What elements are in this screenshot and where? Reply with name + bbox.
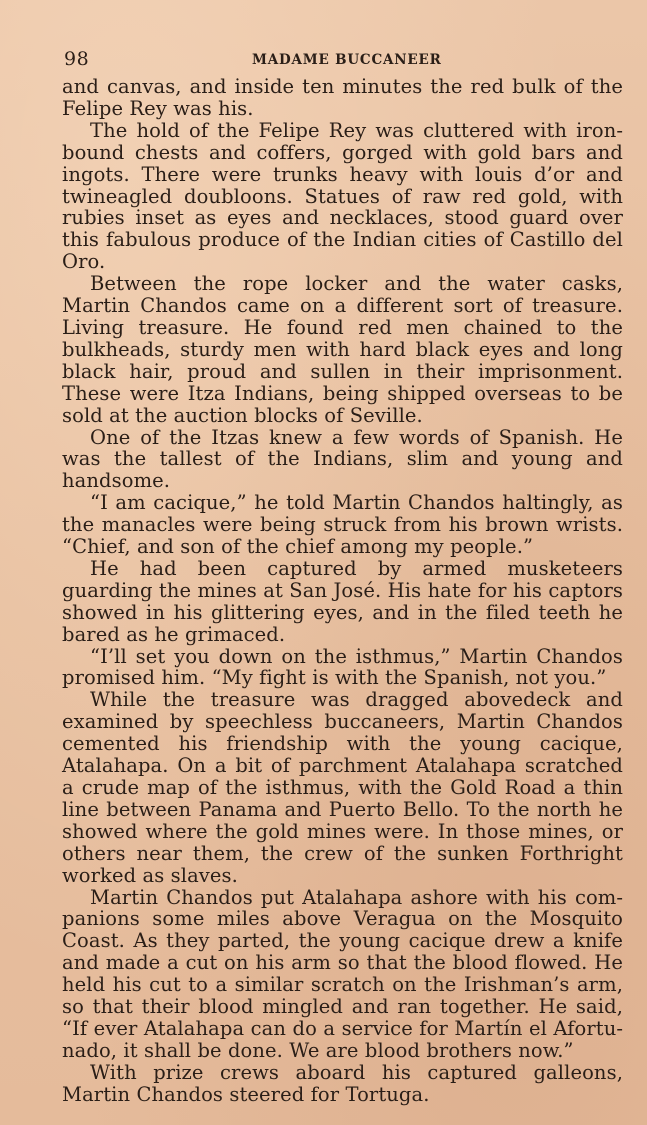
paragraph: With prize crews aboard his captured galleons, Martin Chandos steered for Tortuga. [62,1060,623,1106]
paragraph: He had been captured by armed musketeers guarding the mines at San José. His hate for his captors showed in his glittering eyes, and in the filed teeth he bared as he grimaced. [62,556,623,646]
running-title: MADAME BUCCANEER [252,52,442,68]
page-number: 98 [64,48,90,70]
paragraph: “I’ll set you down on the isthmus,” Martin Chandos promised him. “My fight is with the Spanish, not you.” [62,644,623,690]
paragraph: “I am cacique,” he told Martin Chandos haltingly, as the manacles were being struck from his brown wrists. “Chief, and son of the chief among my people.” [62,491,623,559]
paragraph: While the treasure was dragged abovedeck and examined by speechless buccaneers, Martin Chandos cemented his friendship with the young cacique, Atalahapa. On a bit of parchment Atalahapa scratched a crude map of the isthmus, with the Gold Road a thin line between Panama and Puerto Bello. To the north he showed where the gold mines were. In those mines, or others near them, the crew of the sunken Forthright worked as slaves. [62,688,623,887]
paragraph: One of the Itzas knew a few words of Spanish. He was the tallest of the Indians, slim and young and handsome. [62,425,623,493]
paragraph: and canvas, and inside ten minutes the red bulk of the Felipe Rey was his. [62,75,623,120]
paragraph: Between the rope locker and the water casks, Martin Chandos came on a different sort of treasure. Living treasure. He found red men chained to the bulkheads, sturdy men with hard black eyes and long black hair, proud and sullen in their imprisonment. These were Itza Indians, being shipped overseas to be sold at the auction blocks of Seville. [62,272,623,427]
page-header [64,48,622,74]
paragraph: The hold of the Felipe Rey was cluttered with ironbound chests and coffers, gorged with gold bars and ingots. There were trunks heavy with louis d’or and twineagled doubloons. Statues of raw red gold, with rubies inset as eyes and necklaces, stood guard over this fabulous produce of the Indian cities of Castillo del Oro. [62,118,623,274]
body-text [62,76,623,1106]
paragraph: Martin Chandos put Atalahapa ashore with his companions some miles above Veragua on the Mosquito Coast. As they parted, the young cacique drew a knife and made a cut on his arm so that the blood flowed. He held his cut to a similar scratch on the Irishman’s arm, so that their blood mingled and ran together. He said, “If ever Atalahapa can do a service for Martín el Afortunado, it shall be done. We are blood brothers now.” [62,885,623,1062]
